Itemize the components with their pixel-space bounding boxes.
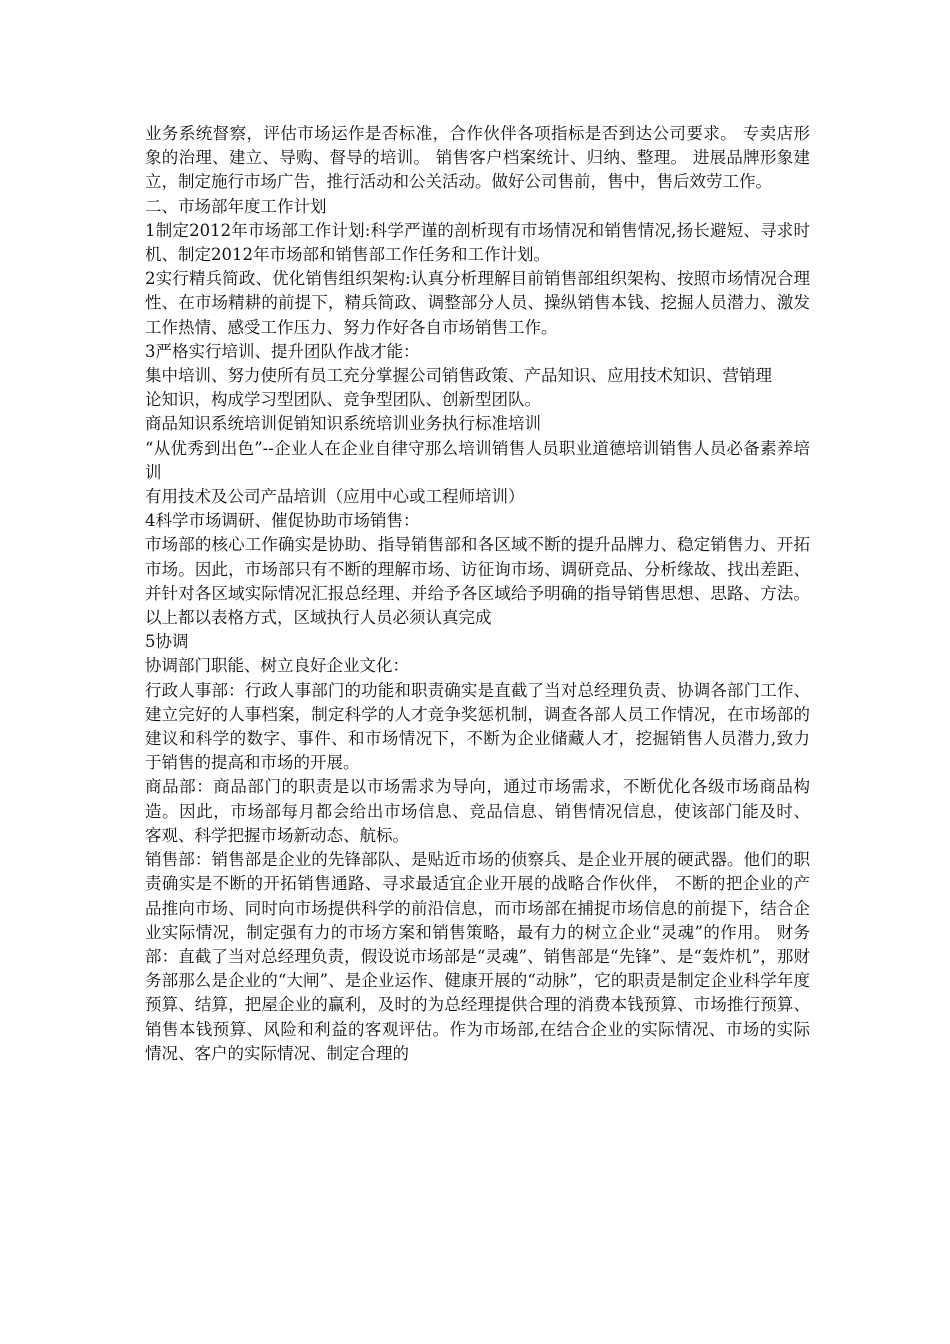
- coordination-heading: 协调部门职能、树立良好企业文化：: [145, 656, 409, 676]
- training-line-1: 集中培训、努力使所有员工充分掌握公司销售政策、产品知识、应用技术知识、营销理: [145, 366, 772, 386]
- training-line-3: 商品知识系统培训促销知识系统培训业务执行标准培训: [145, 414, 541, 434]
- sales-paragraph: 销售部：销售部是企业的先锋部队、是贴近市场的侦察兵、是企业开展的硬武器。他们的职责确实是不断的开拓销售通路、寻求最适宜企业开展的战略合作伙伴， 不断的把企业的产品推向市场、同时向市场提供科学的前沿信息，而市场部在捕捉市场信息的前提下，结合企业实际情况，制定强有力的市场方案和销售策略，最有力的树立企业“灵魂”的作用。 财务部：直截了当对总经理负责，假设说市场部是“灵魂”、销售部是“先锋”、是“轰炸机”，那财务部那么是企业的“大闸”、是企业运作、健康开展的“动脉”，它的职责是制定企业科学年度预算、结算，把屋企业的赢利，及时的为总经理提供合理的消费本钱预算、市场推行预算、销售本钱预算、风险和利益的客观评估。作为市场部,在结合企业的实际情况、市场的实际情况、客户的实际情况、制定合理的: [145, 850, 810, 1063]
- merchandise-paragraph: 商品部：商品部门的职责是以市场需求为导向，通过市场需求，不断优化各级市场商品构造。因此，市场部每月都会给出市场信息、竞品信息、销售情况信息，使该部门能及时、 客观、科学把握市场新动态、航标。: [145, 777, 810, 845]
- training-line-5: 有用技术及公司产品培训（应用中心或工程师培训）: [145, 487, 525, 507]
- item-1: 1制定2012年市场部工作计划:科学严谨的剖析现有市场情况和销售情况,扬长避短、寻求时机、制定2012年市场部和销售部工作任务和工作计划。: [145, 220, 810, 265]
- item-2: 2实行精兵简政、优化销售组织架构:认真分析理解目前销售部组织架构、按照市场情况合理性、在市场精耕的前提下，精兵简政、调整部分人员、操纵销售本钱、挖掘人员潜力、激发工作热情、感受工作压力、努力作好各自市场销售工作。: [145, 269, 810, 337]
- item-5: 5协调: [145, 632, 189, 652]
- item-4: 4科学市场调研、催促协助市场销售：: [145, 511, 420, 531]
- section-heading: 二、市场部年度工作计划: [145, 196, 327, 216]
- training-line-2: 论知识，构成学习型团队、竞争型团队、创新型团队。: [145, 390, 541, 410]
- item-3: 3严格实行培训、提升团队作战才能：: [145, 341, 420, 361]
- research-paragraph: 市场部的核心工作确实是协助、指导销售部和各区域不断的提升品牌力、稳定销售力、开拓市场。因此，市场部只有不断的理解市场、访征询市场、调研竞品、分析缘故、找出差距、并针对各区域实际情况汇报总经理、并给予各区域给予明确的指导销售思想、思路、方法。以上都以表格方式，区域执行人员必须认真完成: [145, 535, 810, 628]
- paragraph-intro: 业务系统督察，评估市场运作是否标准，合作伙伴各项指标是否到达公司要求。 专卖店形象的治理、建立、导购、督导的培训。 销售客户档案统计、归纳、整理。 进展品牌形象建立，制定施行市场广告，推行活动和公关活动。做好公司售前，售中，售后效劳工作。: [145, 124, 810, 192]
- training-line-4: “从优秀到出色”--企业人在企业自律守那么培训销售人员职业道德培训销售人员必备素养培训: [145, 438, 810, 482]
- hr-paragraph: 行政人事部：行政人事部门的功能和职责确实是直截了当对总经理负责、协调各部门工作、建立完好的人事档案，制定科学的人才竞争奖惩机制，调查各部人员工作情况，在市场部的建议和科学的数字、事件、和市场情况下，不断为企业储藏人才，挖掘销售人员潜力,致力于销售的提高和市场的开展。: [145, 680, 810, 773]
- document-page: [145, 122, 810, 1066]
